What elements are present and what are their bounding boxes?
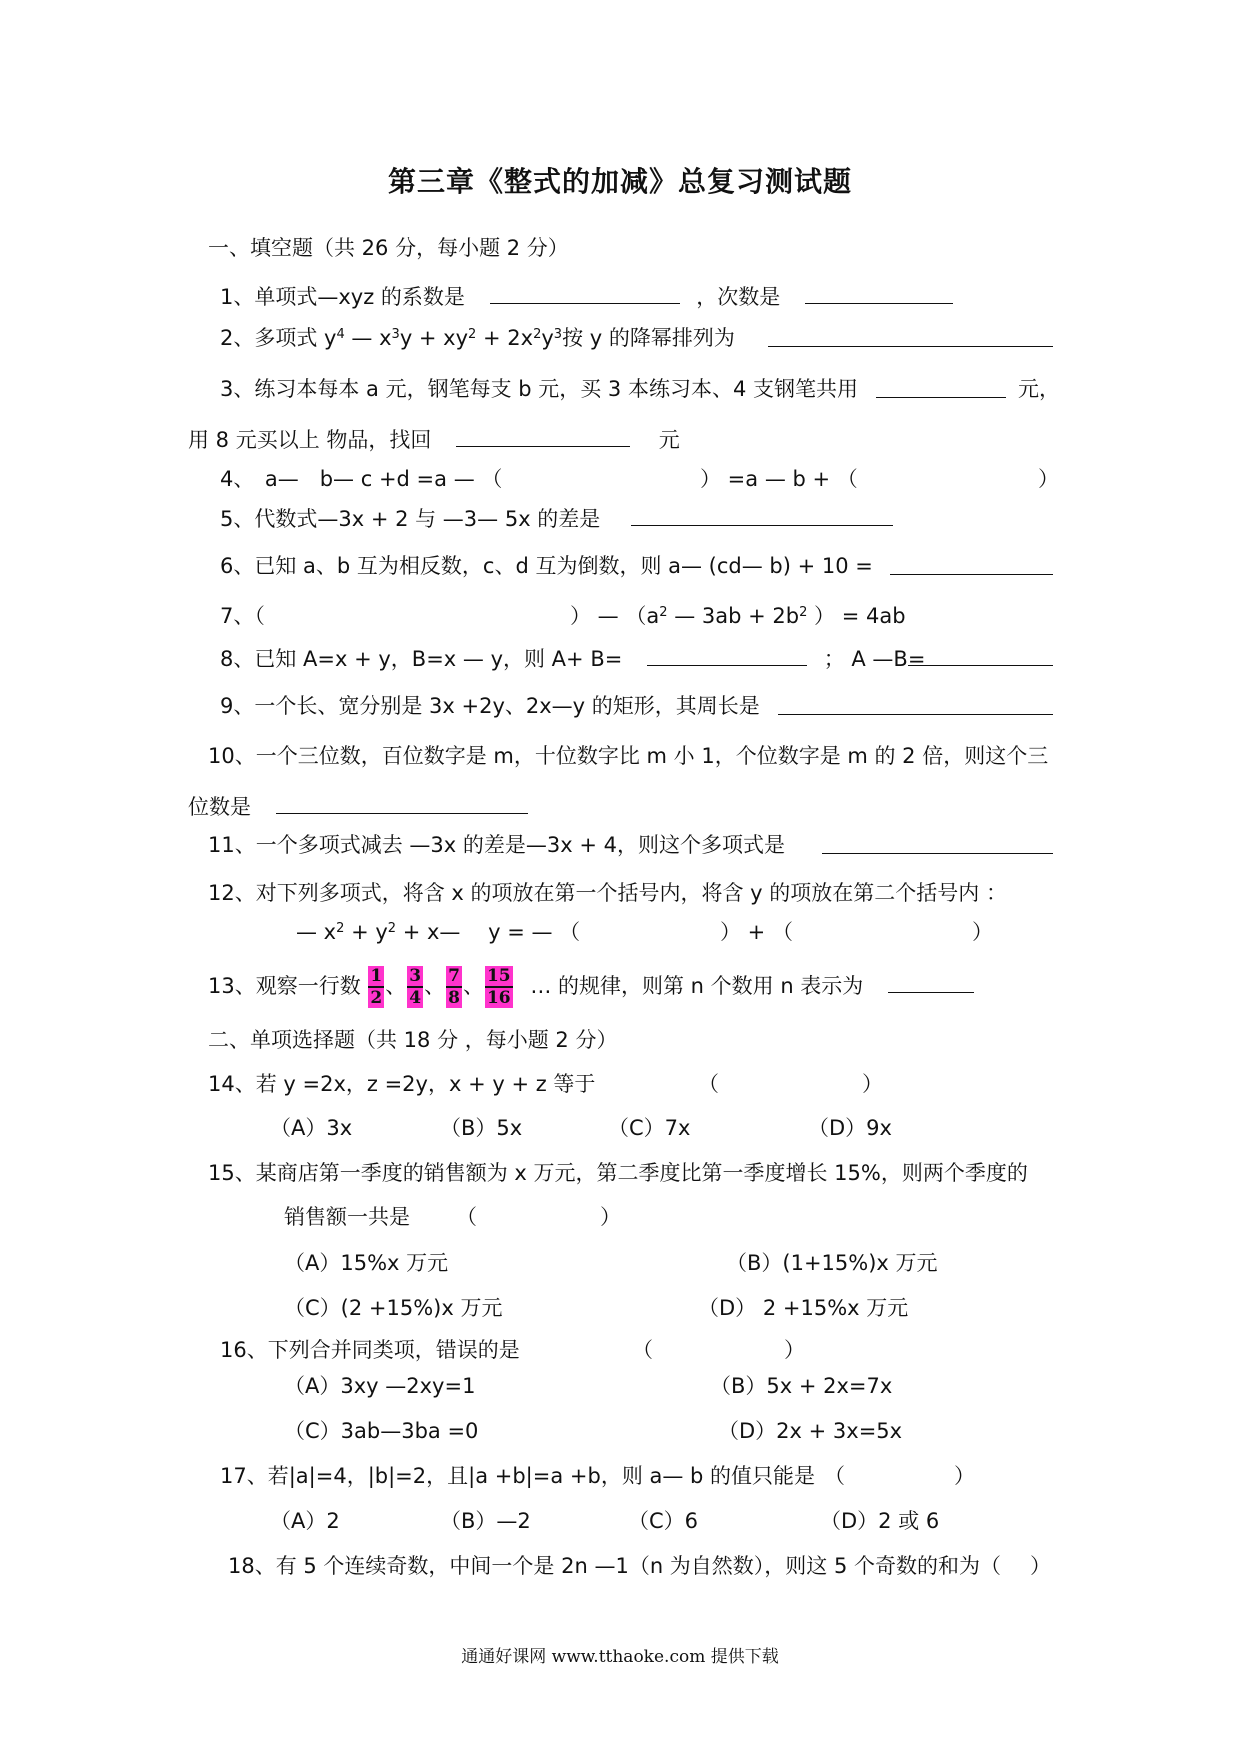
option-c: （C）(2 +15%)x 万元 bbox=[284, 1296, 503, 1320]
question-3-cont: 用 8 元买以上 物品，找回 元 bbox=[188, 424, 680, 454]
page-footer: 通通好课网 www.tthaoke.com 提供下载 bbox=[461, 1647, 779, 1667]
question-9: 9、一个长、宽分别是 3x +2y、2x—y 的矩形，其周长是 bbox=[220, 694, 760, 718]
page-title: 第三章《整式的加减》总复习测试题 bbox=[387, 165, 852, 198]
question-13: 13、观察一行数 $\frac{1}{2}$ 、 $\frac{3}{4}$ 、 $\frac{7}{8}$ 、 $\frac{15}{16}$ … 的规律，则第 n 个数用 n 表示为 bbox=[208, 960, 974, 1012]
question-6: 6、已知 a、b 互为相反数，c、d 互为倒数，则 a— (cd— b) + 10 = bbox=[220, 554, 873, 578]
question-12-expr: — $x^2 + y^2$ + x— y = — （ bbox=[296, 920, 581, 944]
answer-blank bbox=[805, 281, 953, 304]
question-10: 10、一个三位数，百位数字是 m，十位数字比 m 小 1，个位数字是 m 的 2 倍，则这个三 bbox=[208, 744, 1049, 768]
question-12: 12、对下列多项式，将含 x 的项放在第一个括号内，将含 y 的项放在第二个括号内 ： bbox=[208, 881, 1007, 905]
answer-blank bbox=[768, 324, 1053, 347]
option-d: （D） 2 +15%x 万元 bbox=[698, 1296, 909, 1320]
option-d: （D）2 或 6 bbox=[820, 1509, 940, 1533]
fraction-term: $\frac{7}{8}$ bbox=[448, 966, 460, 1008]
answer-blank bbox=[276, 791, 528, 814]
option-a: （A）3x bbox=[270, 1116, 353, 1140]
fraction-term: $\frac{15}{16}$ bbox=[486, 966, 511, 1008]
answer-blank bbox=[631, 503, 893, 526]
question-14: 14、若 y =2x，z =2y，x + y + z 等于 bbox=[208, 1072, 596, 1096]
question-3: 3、练习本每本 a 元，钢笔每支 b 元，买 3 本练习本、4 支钢笔共用 bbox=[220, 377, 859, 401]
answer-blank bbox=[778, 692, 1053, 715]
answer-blank bbox=[822, 831, 1053, 854]
question-18: 18、有 5 个连续奇数，中间一个是 2n —1（n 为自然数），则这 5 个奇数的和为（ bbox=[228, 1554, 1002, 1578]
answer-blank bbox=[647, 643, 807, 666]
answer-blank bbox=[888, 970, 974, 993]
question-4: 4、 a— b— c +d =a — （ bbox=[220, 467, 503, 491]
option-b: （B）5x + 2x=7x bbox=[710, 1374, 893, 1398]
fraction-term: $\frac{3}{4}$ bbox=[409, 966, 422, 1008]
question-11: 11、一个多项式减去 —3x 的差是—3x + 4，则这个多项式是 bbox=[208, 833, 785, 857]
option-d: （D）9x bbox=[808, 1116, 892, 1140]
question-2: 2、多项式 $y^4$ — $x^3y + xy^2 + 2x^2y^3$按 y 的降幂排列为 bbox=[220, 326, 735, 350]
question-15: 15、某商店第一季度的销售额为 x 万元，第二季度比第一季度增长 15%，则两个季度的 bbox=[208, 1161, 1028, 1185]
option-b: （B）—2 bbox=[440, 1509, 531, 1533]
option-c: （C）6 bbox=[628, 1509, 699, 1533]
option-c: （C）3ab—3ba =0 bbox=[284, 1419, 479, 1443]
question-17: 17、若|a|=4，|b|=2，且|a +b|=a +b，则 a— b 的值只能是 bbox=[220, 1464, 816, 1488]
option-a: （A）3xy —2xy=1 bbox=[284, 1374, 476, 1398]
option-d: （D）2x + 3x=5x bbox=[718, 1419, 903, 1443]
answer-blank bbox=[456, 424, 630, 447]
question-1: 1、单项式—xyz 的系数是 ，次数是 bbox=[220, 281, 953, 311]
section-heading-fill: 一、填空题（共 26 分，每小题 2 分） bbox=[208, 236, 569, 260]
question-10-cont: 位数是 bbox=[188, 791, 528, 821]
fraction-term: $\frac{1}{2}$ bbox=[370, 966, 383, 1008]
answer-blank bbox=[908, 643, 1053, 666]
answer-blank bbox=[890, 552, 1053, 575]
question-16: 16、下列合并同类项，错误的是 bbox=[220, 1338, 520, 1362]
exam-page: 第三章《整式的加减》总复习测试题 一、填空题（共 26 分，每小题 2 分） 1、单项式—xyz 的系数是 ，次数是 2、多项式 $y^4$ — $x^3y + xy^2 + 2x^2y^3$按 y 的降幂排列为 3、练习本每本 a 元，钢笔每支 b 元，买 3 本练习本、4 支钢笔共用 元， 用 8 元买以上 物品，找回 元 4、 a— b— c +d =a — （ ） =a — b + （ ） 5、代数式—3x + 2 与 —3— 5x 的差是 6、已知 a、b 互为相反数，c、d 互为倒数，则 a— (cd— b) + 10 = 7、（ ） — （$a^2$ — $3ab + 2b^2$ ） = 4ab 8、已知 A=x + y，B=x — y，则 A+ B= ； A —B= 9、一个长、宽分别是 3x +2y、2x—y 的矩形，其周长是 10、一个三位数，百位数字是 m，十位数字比 m 小 1，个位数字是 m 的 2 倍，则这个三 位数是 11、一个多项式减去 —3x 的差是—3x + 4，则这个多项式是 12、对下列多项式，将含 x 的项放在第一个括号内，将含 y 的项放在第二个括号内 ： — $x^2 + y^2$ + x— y = — （ ） + （ ） 13、观察一行数 $\frac{1}{2}$ 、 $\frac{3}{4}$ 、 $\frac{7}{8}$ 、 $\frac{15}{16}$ … 的规律，则第 n 个数用 n 表示为 二、单项选择题（共 18 分 ，每小题 2 分） 14、若 y =2x，z =2y，x + y + z 等于 （ ） （A）3x （B）5x （C）7x （D）9x 15、某商店第一季度的销售额为 x 万元，第二季度比第一季度增长 15%，则两个季度的 销售额一共是 （ ） （A）15%x 万元 （B）(1+15%)x 万元 （C）(2 +15%)x 万元 （D） 2 +15%x 万元 16、下列合并同类项，错误的是 （ ） （A）3xy —2xy=1 （B）5x + 2x=7x （C）3ab—3ba =0 （D）2x + 3x=5x 17、若|a|=4，|b|=2，且|a +b|=a +b，则 a— b 的值只能是 （ ） （A）2 （B）—2 （C）6 （D）2 或 6 18、有 5 个连续奇数，中间一个是 2n —1（n 为自然数），则这 5 个奇数的和为（ ） 通通好课网 www.tthaoke.com 提供下载 bbox=[0, 0, 1240, 1754]
question-7: 7、（ bbox=[220, 604, 265, 628]
option-b: （B）(1+15%)x 万元 bbox=[726, 1251, 938, 1275]
answer-blank bbox=[490, 281, 680, 304]
section-heading-choice: 二、单项选择题（共 18 分 ，每小题 2 分） bbox=[208, 1028, 618, 1052]
question-8: 8、已知 A=x + y，B=x — y，则 A+ B= ； A —B= bbox=[220, 643, 925, 673]
option-a: （A）2 bbox=[270, 1509, 340, 1533]
option-a: （A）15%x 万元 bbox=[284, 1251, 449, 1275]
answer-blank bbox=[876, 375, 1006, 398]
question-5: 5、代数式—3x + 2 与 —3— 5x 的差是 bbox=[220, 503, 893, 533]
option-c: （C）7x bbox=[608, 1116, 691, 1140]
option-b: （B）5x bbox=[440, 1116, 523, 1140]
